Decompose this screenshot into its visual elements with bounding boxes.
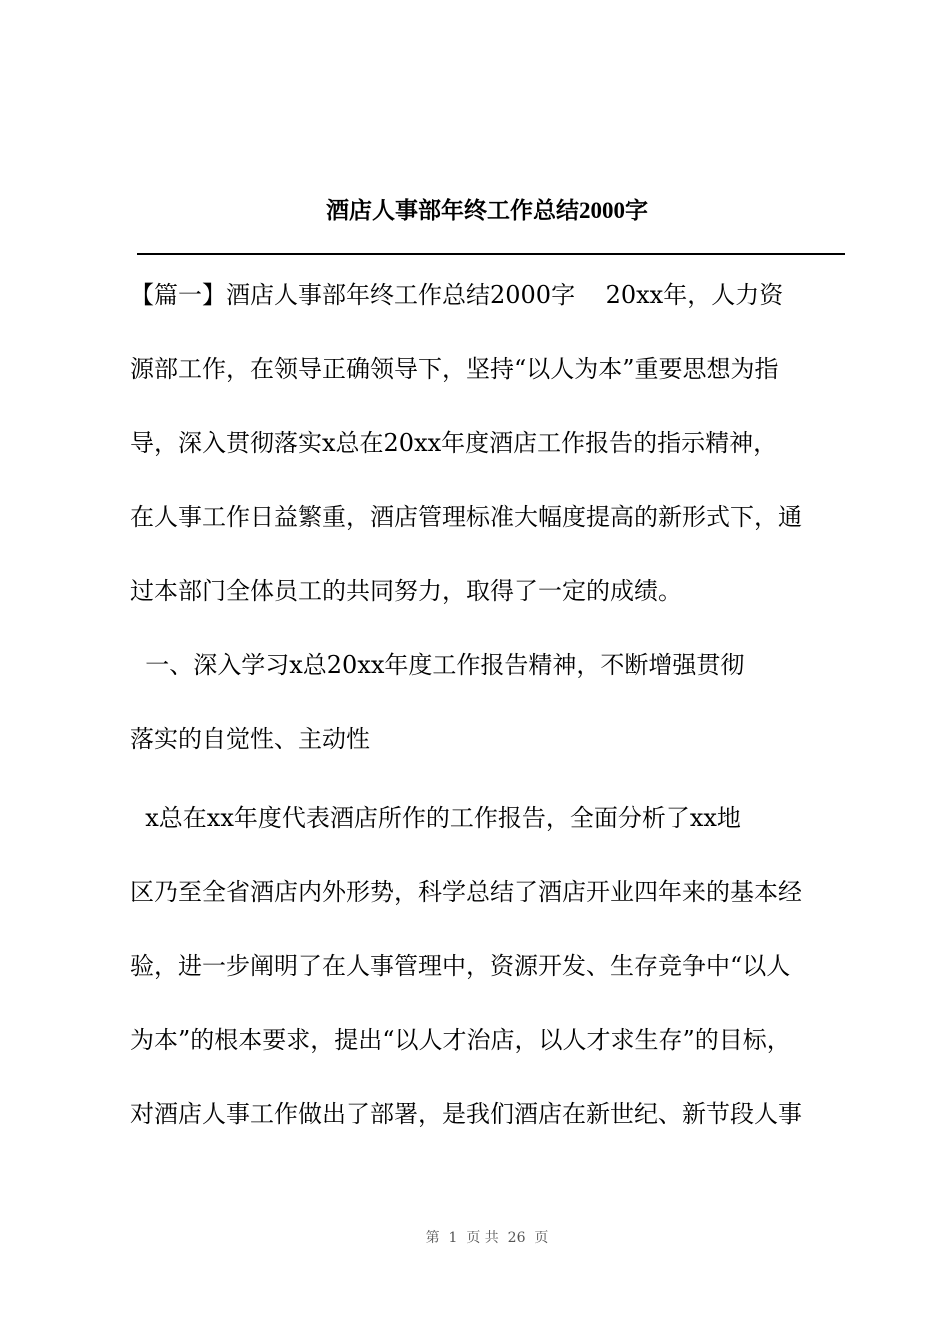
section-heading-line: 一、深入学习x总20xx年度工作报告精神，不断增强贯彻 — [130, 651, 745, 679]
paragraph-line: 对酒店人事工作做出了部署，是我们酒店在新世纪、新节段人事 — [130, 1100, 802, 1128]
paragraph-line: 源部工作，在领导正确领导下，坚持“以人为本”重要思想为指 — [130, 355, 779, 383]
paragraph-line: 区乃至全省酒店内外形势，科学总结了酒店开业四年来的基本经 — [130, 878, 802, 906]
paragraph-line: x总在xx年度代表酒店所作的工作报告，全面分析了xx地 — [130, 804, 741, 832]
page-number-footer: 第 1 页 共 26 页 — [425, 1230, 549, 1246]
paragraph-line: 为本”的根本要求，提出“以人才治店，以人才求生存”的目标， — [130, 1026, 791, 1054]
paragraph-line: 过本部门全体员工的共同努力，取得了一定的成绩。 — [130, 577, 682, 605]
title-divider — [137, 253, 845, 255]
document-title: 酒店人事部年终工作总结2000字 — [326, 198, 648, 223]
paragraph-line: 导，深入贯彻落实x总在20xx年度酒店工作报告的指示精神， — [130, 429, 778, 457]
paragraph-line: 【篇一】酒店人事部年终工作总结2000字 20xx年，人力资 — [130, 281, 784, 309]
paragraph-line: 在人事工作日益繁重，酒店管理标准大幅度提高的新形式下，通 — [130, 503, 802, 531]
paragraph-line: 验，进一步阐明了在人事管理中，资源开发、生存竞争中“以人 — [130, 952, 791, 980]
section-heading-line: 落实的自觉性、主动性 — [130, 725, 370, 753]
